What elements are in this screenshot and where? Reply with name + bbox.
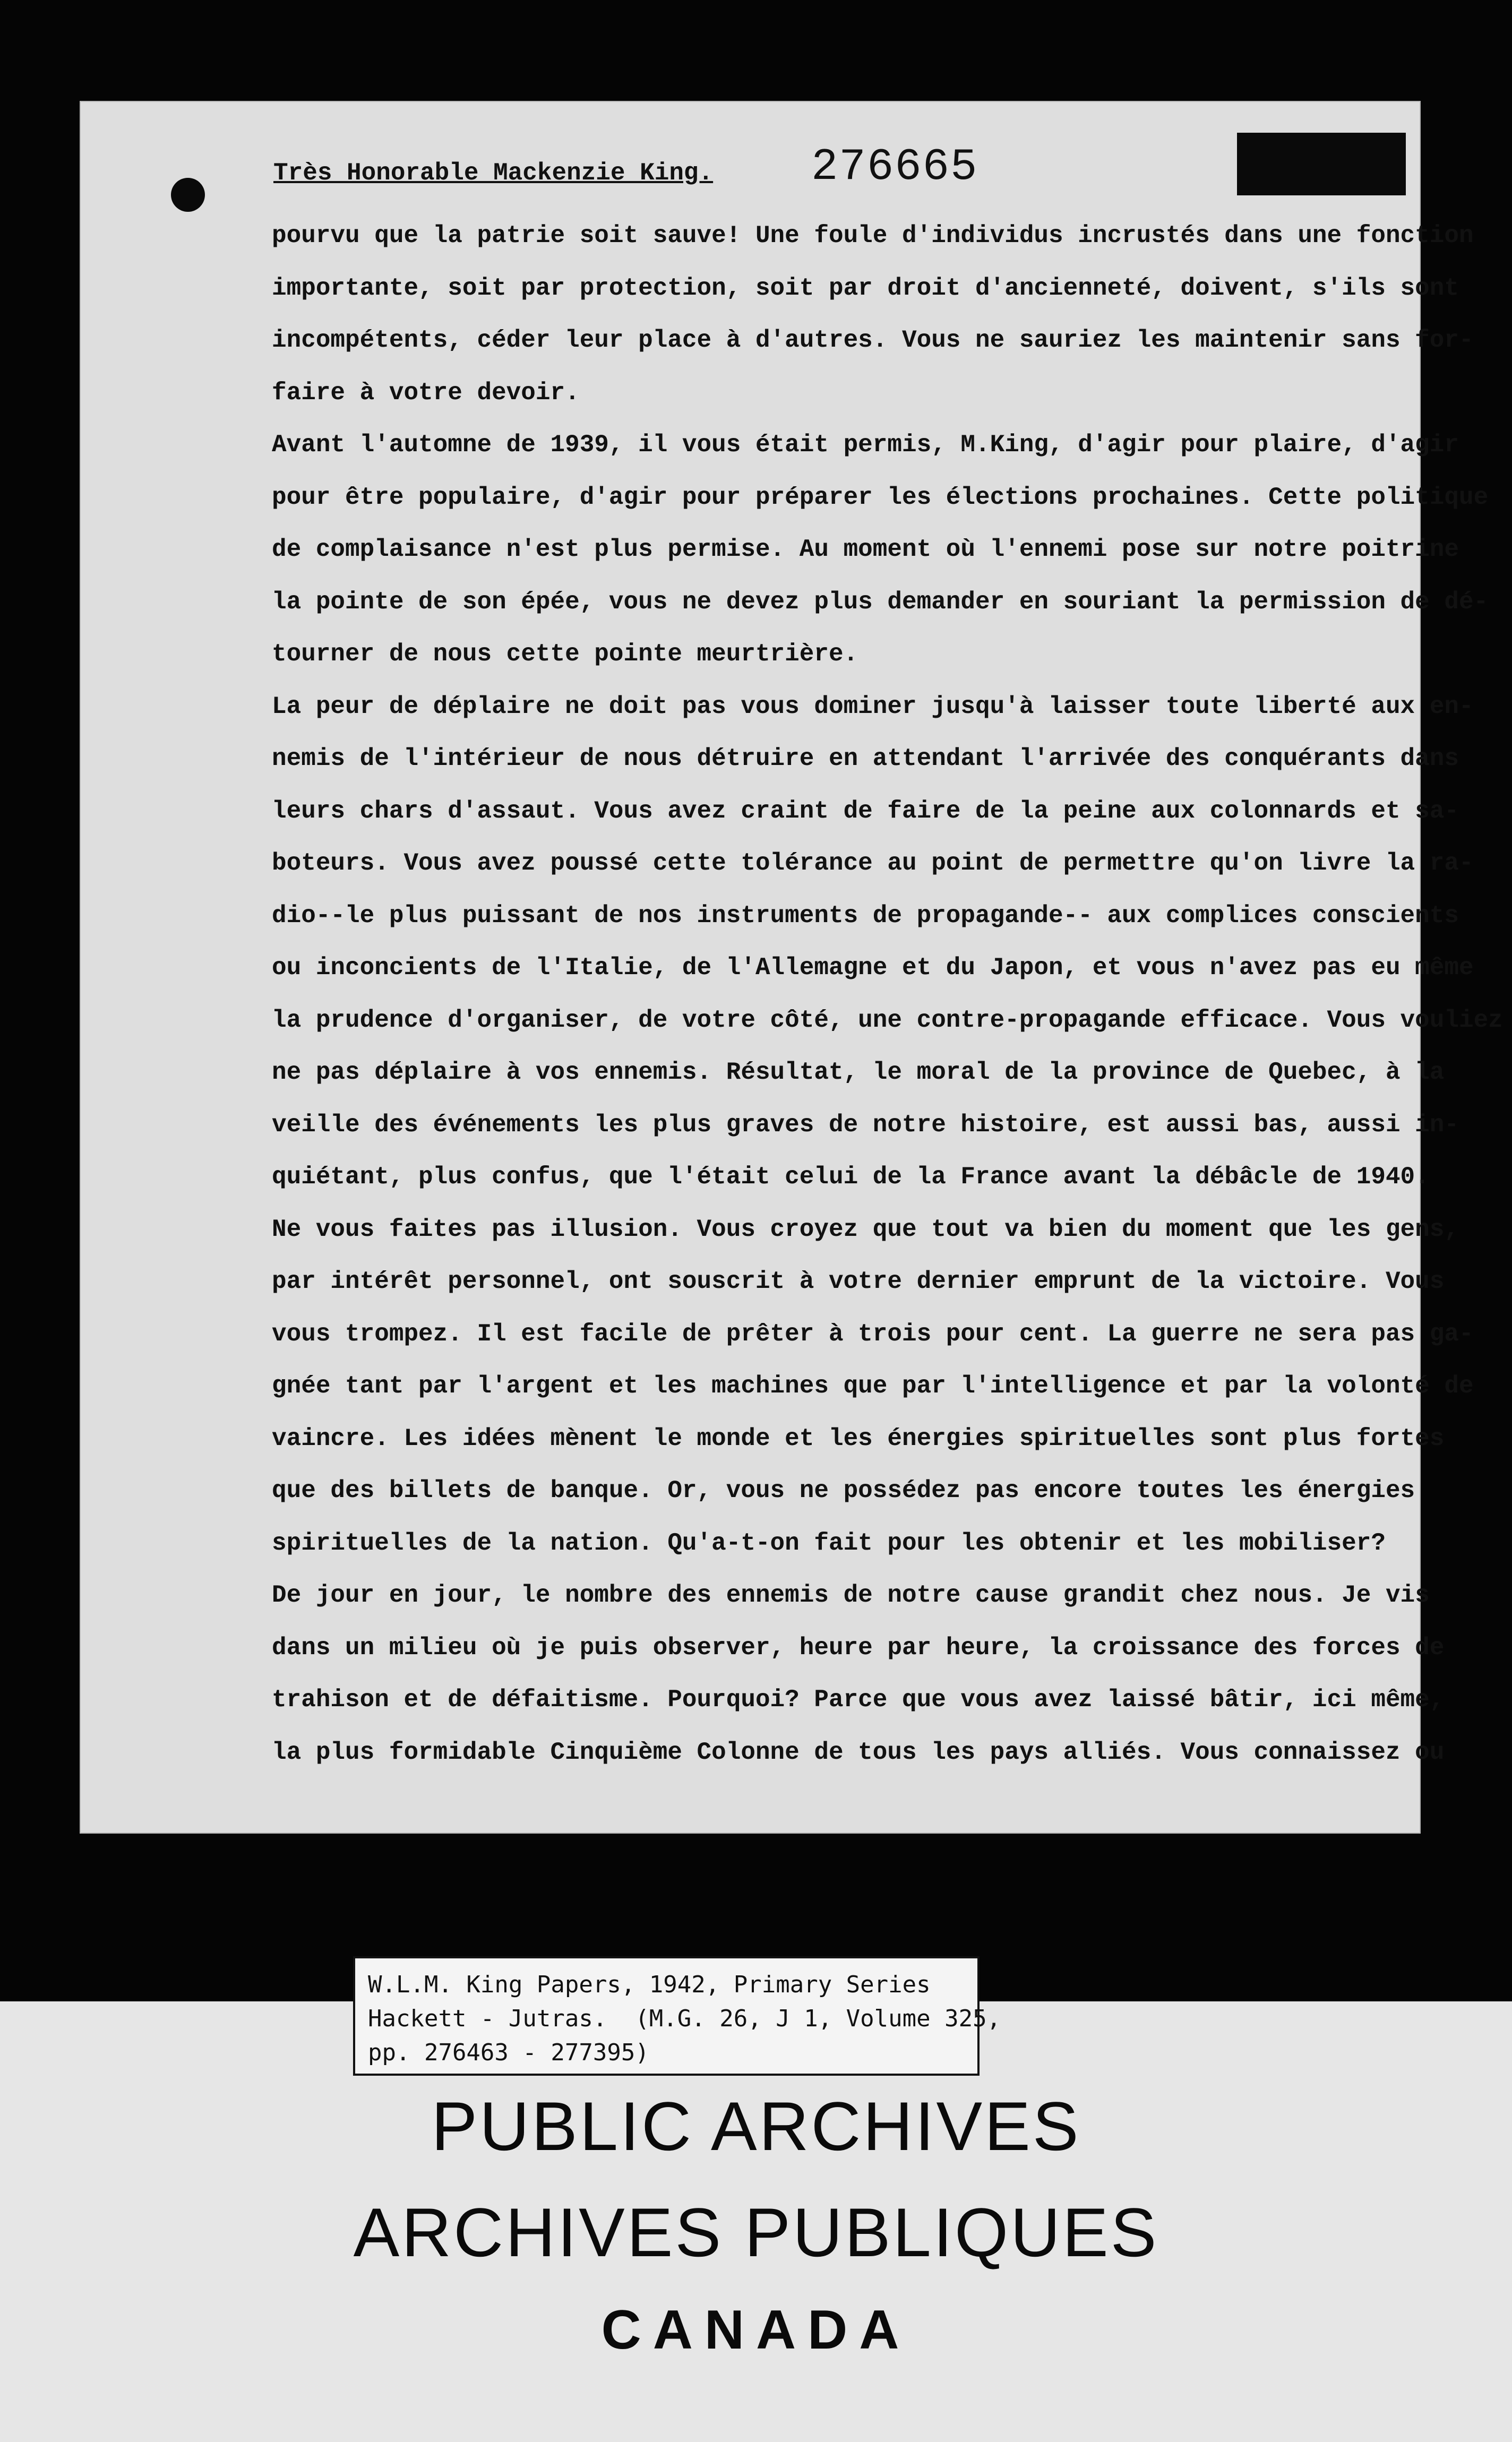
text-line: ou inconcients de l'Italie, de l'Allemagne et du Japon, et vous n'avez pas eu même: [272, 954, 1474, 982]
letter-body: [272, 210, 1503, 1778]
text-line: boteurs. Vous avez poussé cette tolérance au point de permettre qu'on livre la ra-: [272, 849, 1474, 877]
label-line-series: Hackett - Jutras. (M.G. 26, J 1, Volume 325,: [368, 2005, 1001, 2032]
label-line-pages: pp. 276463 - 277395): [368, 2039, 649, 2066]
text-line: par intérêt personnel, ont souscrit à votre dernier emprunt de la victoire. Vous: [272, 1268, 1445, 1295]
archive-stamp-english: PUBLIC ARCHIVES: [431, 2087, 1081, 2165]
text-line: Avant l'automne de 1939, il vous était permis, M.King, d'agir pour plaire, d'agir: [272, 431, 1459, 459]
text-line: dans un milieu où je puis observer, heure par heure, la croissance des forces de: [272, 1633, 1445, 1662]
text-line: leurs chars d'assaut. Vous avez craint de faire de la peine aux colonnards et sa-: [272, 797, 1459, 825]
text-line: pour être populaire, d'agir pour préparer les élections prochaines. Cette politique: [272, 483, 1489, 511]
archive-stamp-french: ARCHIVES PUBLIQUES: [353, 2194, 1159, 2271]
label-line-collection: W.L.M. King Papers, 1942, Primary Series: [368, 1971, 931, 1998]
redaction-block: [1237, 133, 1406, 195]
text-line: trahison et de défaitisme. Pourquoi? Parce que vous avez laissé bâtir, ici même,: [272, 1686, 1445, 1714]
text-line: quiétant, plus confus, que l'était celui de la France avant la débâcle de 1940.: [272, 1163, 1430, 1191]
text-line: veille des événements les plus graves de notre histoire, est aussi bas, aussi in-: [272, 1111, 1459, 1139]
letter-addressee: [273, 159, 713, 187]
text-line: la prudence d'organiser, de votre côté, une contre-propagande efficace. Vous vouliez: [272, 1006, 1503, 1034]
text-line: incompétents, céder leur place à d'autres. Vous ne sauriez les maintenir sans for-: [272, 326, 1474, 354]
page-number: 276665: [811, 142, 978, 193]
punch-hole: [171, 178, 205, 212]
addressee-text: Très Honorable Mackenzie King.: [273, 159, 714, 187]
text-line: nemis de l'intérieur de nous détruire en attendant l'arrivée des conquérants dans: [272, 745, 1459, 772]
text-line: spirituelles de la nation. Qu'a-t-on fait pour les obtenir et les mobiliser?: [272, 1529, 1386, 1557]
text-line: vaincre. Les idées mènent le monde et les énergies spirituelles sont plus fortes: [272, 1424, 1445, 1452]
text-line: Ne vous faites pas illusion. Vous croyez que tout va bien du moment que les gens,: [272, 1215, 1459, 1243]
text-line: importante, soit par protection, soit par droit d'ancienneté, doivent, s'ils sont: [272, 274, 1459, 302]
archive-reference-label: [353, 1956, 1001, 2076]
text-line: de complaisance n'est plus permise. Au moment où l'ennemi pose sur notre poitrine: [272, 536, 1459, 563]
text-line: faire à votre devoir.: [272, 379, 580, 407]
text-line: la plus formidable Cinquième Colonne de tous les pays alliés. Vous connaissez ou: [272, 1738, 1445, 1766]
text-line: De jour en jour, le nombre des ennemis de notre cause grandit chez nous. Je vis: [272, 1581, 1430, 1609]
text-line: tourner de nous cette pointe meurtrière.: [272, 640, 858, 668]
text-line: que des billets de banque. Or, vous ne possédez pas encore toutes les énergies: [272, 1477, 1415, 1504]
text-line: la pointe de son épée, vous ne devez plus demander en souriant la permission de dé-: [272, 588, 1489, 616]
text-line: vous trompez. Il est facile de prêter à trois pour cent. La guerre ne sera pas ga-: [272, 1320, 1474, 1348]
text-line: ne pas déplaire à vos ennemis. Résultat, le moral de la province de Quebec, à la: [272, 1059, 1445, 1086]
text-line: pourvu que la patrie soit sauve! Une foule d'individus incrustés dans une fonction: [272, 222, 1474, 250]
text-line: La peur de déplaire ne doit pas vous dominer jusqu'à laisser toute liberté aux en-: [272, 692, 1474, 720]
archive-stamp-country: CANADA: [601, 2299, 911, 2361]
text-line: gnée tant par l'argent et les machines que par l'intelligence et par la volonté de: [272, 1372, 1474, 1400]
text-line: dio--le plus puissant de nos instruments de propagande-- aux complices conscients: [272, 901, 1459, 930]
